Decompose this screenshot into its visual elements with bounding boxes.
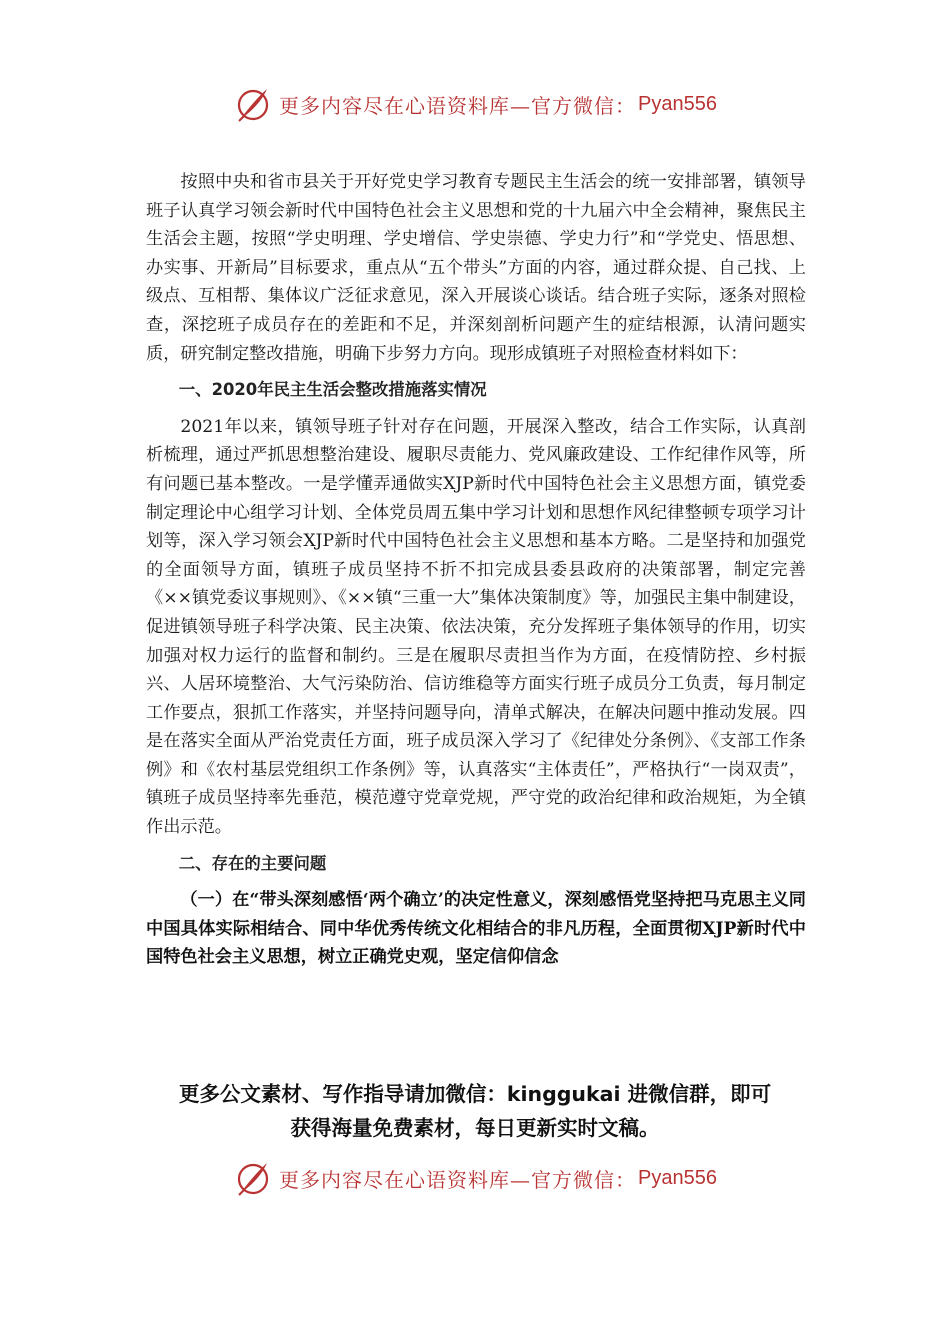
banner-wechat-id: Pyan556 bbox=[638, 1166, 717, 1189]
promo-line-2: 获得海量免费素材，每日更新实时文稿。 bbox=[290, 1116, 660, 1140]
banner-wechat-id: Pyan556 bbox=[638, 92, 717, 115]
banner-text: 更多内容尽在心语资料库—官方微信： bbox=[279, 93, 637, 118]
promo-line-1: 更多公文素材、写作指导请加微信：kinggukai 进微信群，即可 bbox=[178, 1082, 772, 1106]
document-body bbox=[146, 168, 806, 980]
quill-pen-icon bbox=[233, 84, 273, 124]
section1-paragraph: 2021年以来，镇领导班子针对存在问题，开展深入整改，结合工作实际，认真剖析梳理，通过严抓思想整治建设、履职尽责能力、党风廉政建设、工作纪律作风等，所有问题已基本整改。一是学懂弄通做实XJP新时代中国特色社会主义思想方面，镇党委制定理论中心组学习计划、全体党员周五集中学习计划和思想作风纪律整顿专项学习计划等，深入学习领会XJP新时代中国特色社会主义思想和基本方略。二是坚持和加强党的全面领导方面，镇班子成员坚持不折不扣完成县委县政府的决策部署，制定完善《××镇党委议事规则》、《××镇“三重一大”集体决策制度》等，加强民主集中制建设，促进镇领导班子科学决策、民主决策、依法决策，充分发挥班子集体领导的作用，切实加强对权力运行的监督和制约。三是在履职尽责担当作为方面，在疫情防控、乡村振兴、人居环境整治、大气污染防治、信访维稳等方面实行班子成员分工负责，每月制定工作要点，狠抓工作落实，并坚持问题导向，清单式解决，在解决问题中推动发展。四是在落实全面从严治党责任方面，班子成员深入学习了《纪律处分条例》、《支部工作条例》和《农村基层党组织工作条例》等，认真落实“主体责任”，严格执行“一岗双责”，镇班子成员坚持率先垂范，模范遵守党章党规，严守党的政治纪律和政治规矩，为全镇作出示范。 bbox=[146, 416, 806, 838]
quill-pen-icon bbox=[233, 1158, 273, 1198]
intro-paragraph: 按照中央和省市县关于开好党史学习教育专题民主生活会的统一安排部署，镇领导班子认真学习领会新时代中国特色社会主义思想和党的十九届六中全会精神，聚焦民主生活会主题，按照“学史明理、学史增信、学史崇德、学史力行”和“学党史、悟思想、办实事、开新局”目标要求，重点从“五个带头”方面的内容，通过群众提、自己找、上级点、互相帮、集体议广泛征求意见，深入开展谈心谈话。结合班子实际，逐条对照检查，深挖班子成员存在的差距和不足，并深刻剖析问题产生的症结根源，认清问题实质，研究制定整改措施，明确下步努力方向。现形成镇班子对照检查材料如下： bbox=[146, 172, 806, 364]
section1-heading: 一、2020年民主生活会整改措施落实情况 bbox=[178, 380, 487, 400]
top-banner bbox=[0, 82, 950, 126]
section2-subheading: （一）在“带头深刻感悟‘两个确立’的决定性意义，深刻感悟党坚持把马克思主义同中国具体实际相结合、同中华优秀传统文化相结合的非凡历程，全面贯彻XJP新时代中国特色社会主义思想，树立正确党史观，坚定信仰信念 bbox=[146, 890, 806, 968]
bottom-banner bbox=[0, 1156, 950, 1200]
section2-heading: 二、存在的主要问题 bbox=[178, 853, 327, 873]
promo-notice bbox=[100, 1077, 850, 1145]
banner-text: 更多内容尽在心语资料库—官方微信： bbox=[279, 1167, 637, 1192]
